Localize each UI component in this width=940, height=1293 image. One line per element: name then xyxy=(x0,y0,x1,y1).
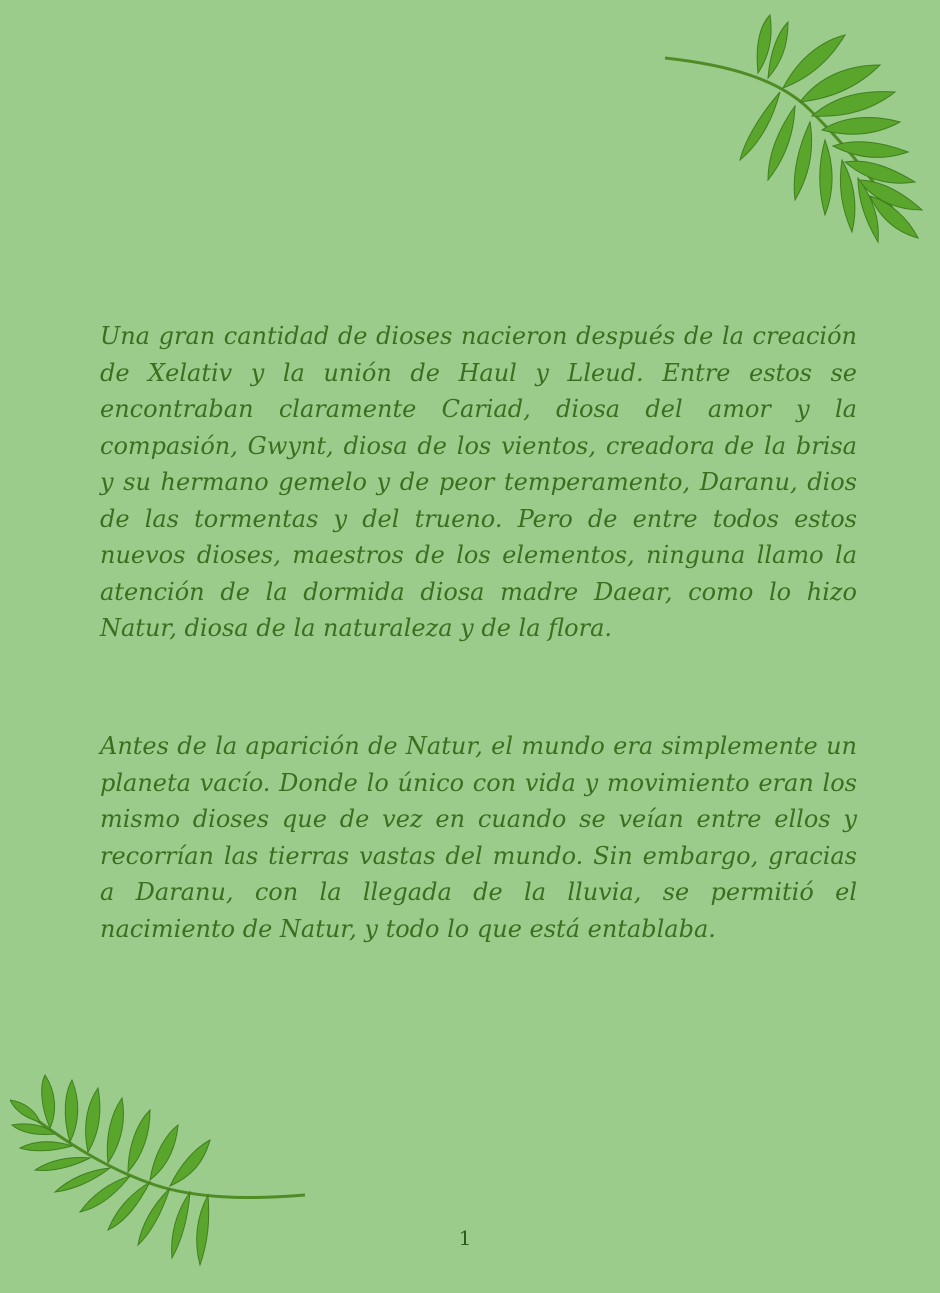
paragraph-creation-gods: Una gran cantidad de dioses nacieron después de la creación de Xelativ y la unión de Haul y Lleud. Entre estos se encontraban claramente Cariad, diosa del amor y la compasión, Gwynt, diosa de los vientos, creadora de la brisa y su hermano gemelo y de peor temperamento, Daranu, dios de las tormentas y del trueno. Pero de entre todos estos nuevos dioses, maestros de los elementos, ninguna llamo la atención de la dormida diosa madre Daear, como lo hizo Natur, diosa de la naturaleza y de la flora. xyxy=(100,322,857,642)
paragraph-natur-birth: Antes de la aparición de Natur, el mundo era simplemente un planeta vacío. Donde lo único con vida y movimiento eran los mismo dioses que de vez en cuando se veían entre ellos y recorrían las tierras vastas del mundo. Sin embargo, gracias a Daranu, con la llegada de la lluvia, se permitió el nacimiento de Natur, y todo lo que está entablaba. xyxy=(100,732,857,943)
palm-leaf-icon xyxy=(10,1070,310,1270)
palm-leaf-icon xyxy=(660,10,930,260)
page-number: 1 xyxy=(458,1226,472,1250)
